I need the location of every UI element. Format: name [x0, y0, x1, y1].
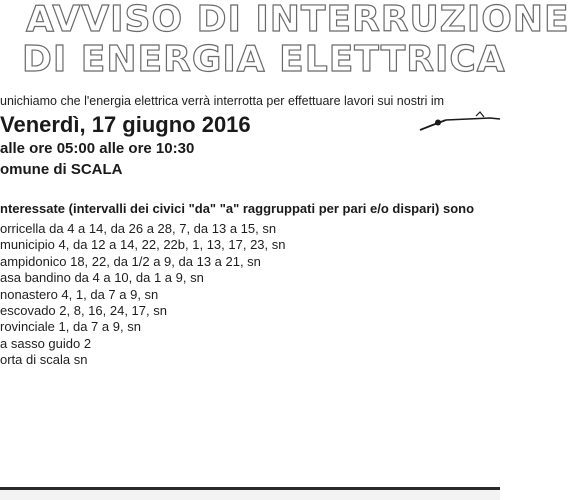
- street-item: ampidonico 18, 22, da 1/2 a 9, da 13 a 21, sn: [0, 253, 261, 269]
- street-list: [0, 221, 285, 369]
- street-item: nonastero 4, 1, da 7 a 9, sn: [0, 286, 159, 302]
- street-item: a sasso guido 2: [0, 335, 92, 351]
- page-bottom-edge: [0, 490, 500, 500]
- street-item: orricella da 4 a 14, da 26 a 28, 7, da 13 a 15, sn: [0, 221, 277, 236]
- intro-text: unichiamo che l'energia elettrica verrà interrotta per effettuare lavori sui nostri im: [0, 94, 445, 108]
- street-item: orta di scala sn: [0, 352, 88, 368]
- outage-date: Venerdì, 17 giugno 2016: [0, 112, 251, 137]
- affected-areas-heading: nteressate (intervalli dei civici "da" "a" raggruppati per pari e/o dispari) sono: [0, 201, 475, 216]
- municipality: omune di SCALA: [0, 161, 123, 178]
- street-item: escovado 2, 8, 16, 24, 17, sn: [0, 302, 167, 318]
- notice-heading-line-2: DI ENERGIA ELETTRICA: [22, 39, 506, 80]
- notice-heading-line-1: AVVISO DI INTERRUZIONE: [26, 0, 570, 40]
- signature-mark: [420, 108, 500, 138]
- street-item: asa bandino da 4 a 10, da 1 a 9, sn: [0, 270, 204, 286]
- outage-time: alle ore 05:00 alle ore 10:30: [0, 140, 195, 157]
- street-item: municipio 4, da 12 a 14, 22, 22b, 1, 13, 17, 23, sn: [0, 237, 286, 253]
- street-item: rovinciale 1, da 7 a 9, sn: [0, 319, 141, 335]
